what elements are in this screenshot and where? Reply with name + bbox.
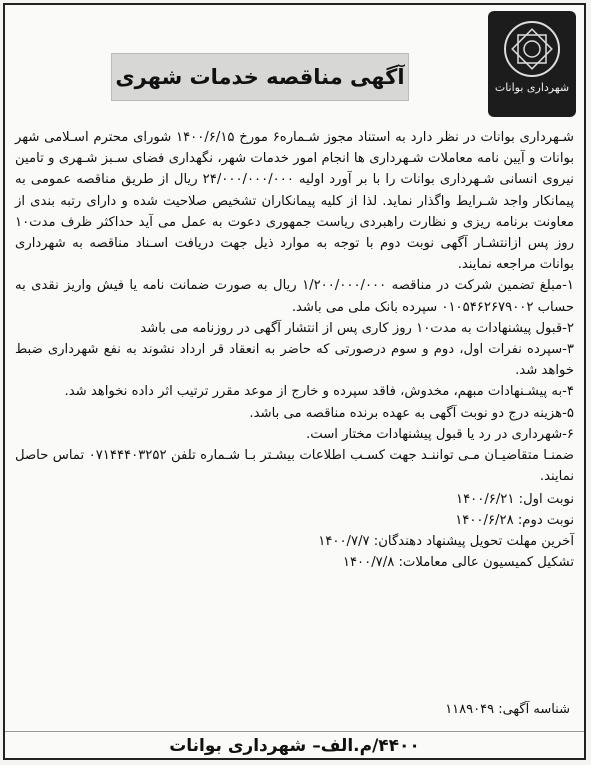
contact-paragraph: ضمنـا متقاضیـان مـی تواننـد جهت کسـب اطلاعات بیشـتر بـا شـماره تلفن ۰۷۱۴۴۴۰۳۲۵۲ تماس حاصل نمایند.: [15, 448, 574, 485]
emblem-icon: [502, 19, 562, 79]
date-commission: تشکیل کمیسیون عالی معاملات: ۱۴۰۰/۷/۸: [342, 555, 574, 571]
municipality-logo: [488, 11, 576, 117]
logo-caption: شهرداری بوانات: [494, 81, 570, 94]
ad-sheet: [3, 3, 586, 760]
ad-body: [15, 127, 574, 573]
condition-item-6: ۶-شهرداری در رد یا قبول پیشنهادات مختار است.: [306, 426, 574, 442]
ad-id: شناسه آگهی: ۱۱۸۹۰۴۹: [445, 702, 570, 717]
condition-item-4: ۴-به پیشـنهادات مبهم، مخدوش، فاقد سپرده و خارج از موعد مقرر ترتیب اثر داده نخواهد شد.: [64, 384, 574, 400]
ad-id-row: [19, 702, 570, 717]
page-title: آگهی مناقصه خدمات شهری: [115, 65, 405, 89]
title-banner: [111, 53, 409, 101]
condition-item-3: ۳-سپرده نفرات اول، دوم و سوم درصورتی که حاضر به انعقاد قر ارداد نشوند به نفع شهرداری ضبط خواهد شد.: [15, 342, 574, 379]
dates-list: [15, 489, 574, 573]
date-first-run: نوبت اول: ۱۴۰۰/۶/۲۱: [455, 492, 574, 508]
ad-footer: [5, 731, 584, 760]
condition-item-1: ۱-مبلغ تضمین شرکت در مناقصه ۱/۲۰۰/۰۰۰/۰۰۰ ریال به صورت ضمانت نامه یا فیش واریز نقدی به حساب ۰۱۰۵۴۶۲۶۷۹۰۰۲ سپرده بانک ملی می باشد.: [15, 278, 574, 315]
condition-item-2: ۲-قبول پیشنهادات به مدت۱۰ روز کاری پس از انتشار آگهی در روزنامه می باشد: [140, 320, 574, 336]
condition-item-5: ۵-هزینه درج دو نوبت آگهی به عهده برنده مناقصه می باشد.: [249, 405, 574, 421]
ad-header: [5, 5, 584, 123]
footer-signature: ۴۴۰۰/م.الف– شهرداری بوانات: [169, 736, 420, 756]
date-deadline: آخرین مهلت تحویل پیشنهاد دهندگان: ۱۴۰۰/۷/۷: [318, 534, 574, 550]
date-second-run: نوبت دوم: ۱۴۰۰/۶/۲۸: [455, 513, 574, 529]
intro-paragraph: شـهرداری بوانات در نظر دارد به استناد مجوز شـماره۶ مورخ ۱۴۰۰/۶/۱۵ شورای محترم اسـلامی شهر بوانات و آیین نامه معاملات شـهرداری ها انجام امور خدمات شهر، نگهداری فضای سـبز شـهری و تامین نیروی انسانی شـهرداری بوانات را با بر آورد اولیه ۲۴/۰۰۰/۰۰۰/۰۰۰ ریال از طریق مناقصه عمومی به پیمانکار واجد شـرایط واگذار نماید. لذا از کلیه پیمانکاران تشخیص صلاحیت شده و دارای رتبه بندی از معاونت برنامه ریزی و نظارت راهبردی ریاست جمهوری دعوت به عمل می آید حداکثر ظرف مدت۱۰ روز پس ازانتشـار آگهی نوبت دوم با توجه به موارد ذیل جهت دریافت اسـناد مناقصه به شهرداری بوانات مراجعه نمایند.: [15, 130, 574, 273]
